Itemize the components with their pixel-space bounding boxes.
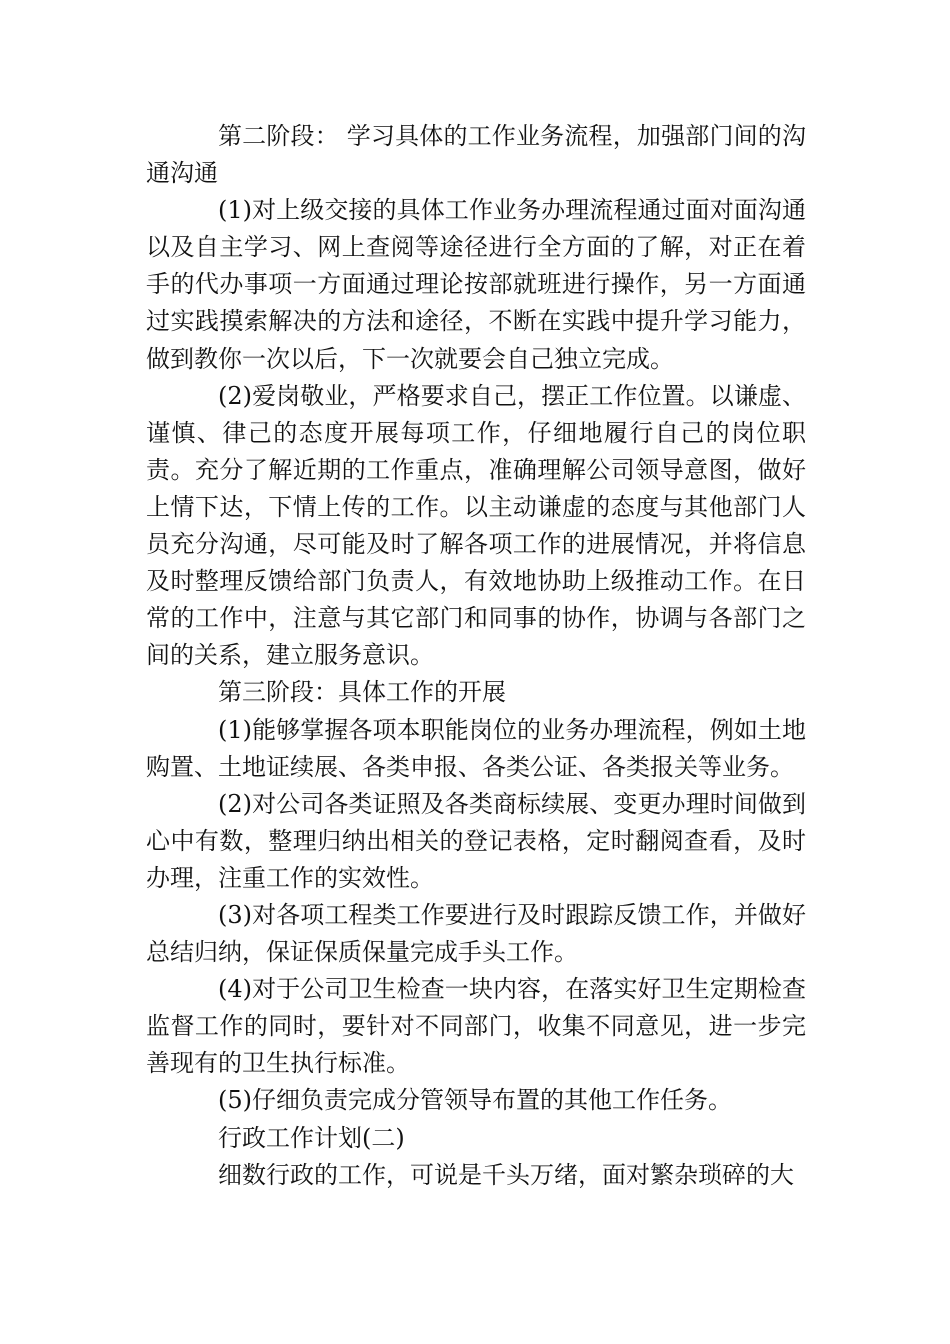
paragraph-stage-two-heading: 第二阶段： 学习具体的工作业务流程，加强部门间的沟通沟通 [146,122,806,188]
document-body [146,118,806,1194]
paragraph-stage-three-item-1: (1)能够掌握各项本职能岗位的业务办理流程，例如土地购置、土地证续展、各类申报、各类公证、各类报关等业务。 [146,715,806,781]
paragraph-stage-three-item-2: (2)对公司各类证照及各类商标续展、变更办理时间做到心中有数，整理归纳出相关的登记表格，定时翻阅查看，及时办理，注重工作的实效性。 [146,789,806,892]
paragraph-plan-two-intro: 细数行政的工作，可说是千头万绪，面对繁杂琐碎的大 [218,1160,794,1189]
paragraph-stage-three-heading: 第三阶段：具体工作的开展 [218,678,506,707]
paragraph-item-2: (2)爱岗敬业，严格要求自己，摆正工作位置。以谦虚、谨慎、律己的态度开展每项工作，仔细地履行自己的岗位职责。充分了解近期的工作重点，准确理解公司领导意图，做好上情下达，下情上传的工作。以主动谦虚的态度与其他部门人员充分沟通，尽可能及时了解各项工作的进展情况，并将信息及时整理反馈给部门负责人，有效地协助上级推动工作。在日常的工作中，注意与其它部门和同事的协作，协调与各部门之间的关系，建立服务意识。 [146,381,806,670]
paragraph-item-1: (1)对上级交接的具体工作业务办理流程通过面对面沟通以及自主学习、网上查阅等途径进行全方面的了解，对正在着手的代办事项一方面通过理论按部就班进行操作，另一方面通过实践摸索解决的方法和途径，不断在实践中提升学习能力，做到教你一次以后，下一次就要会自己独立完成。 [146,196,806,373]
paragraph-stage-three-item-3: (3)对各项工程类工作要进行及时跟踪反馈工作，并做好总结归纳，保证保质保量完成手头工作。 [146,900,806,967]
paragraph-stage-three-item-5: (5)仔细负责完成分管领导布置的其他工作任务。 [218,1086,732,1115]
paragraph-stage-three-item-4: (4)对于公司卫生检查一块内容，在落实好卫生定期检查监督工作的同时，要针对不同部门，收集不同意见，进一步完善现有的卫生执行标准。 [146,975,806,1078]
section-title-plan-two: 行政工作计划(二) [218,1123,405,1152]
